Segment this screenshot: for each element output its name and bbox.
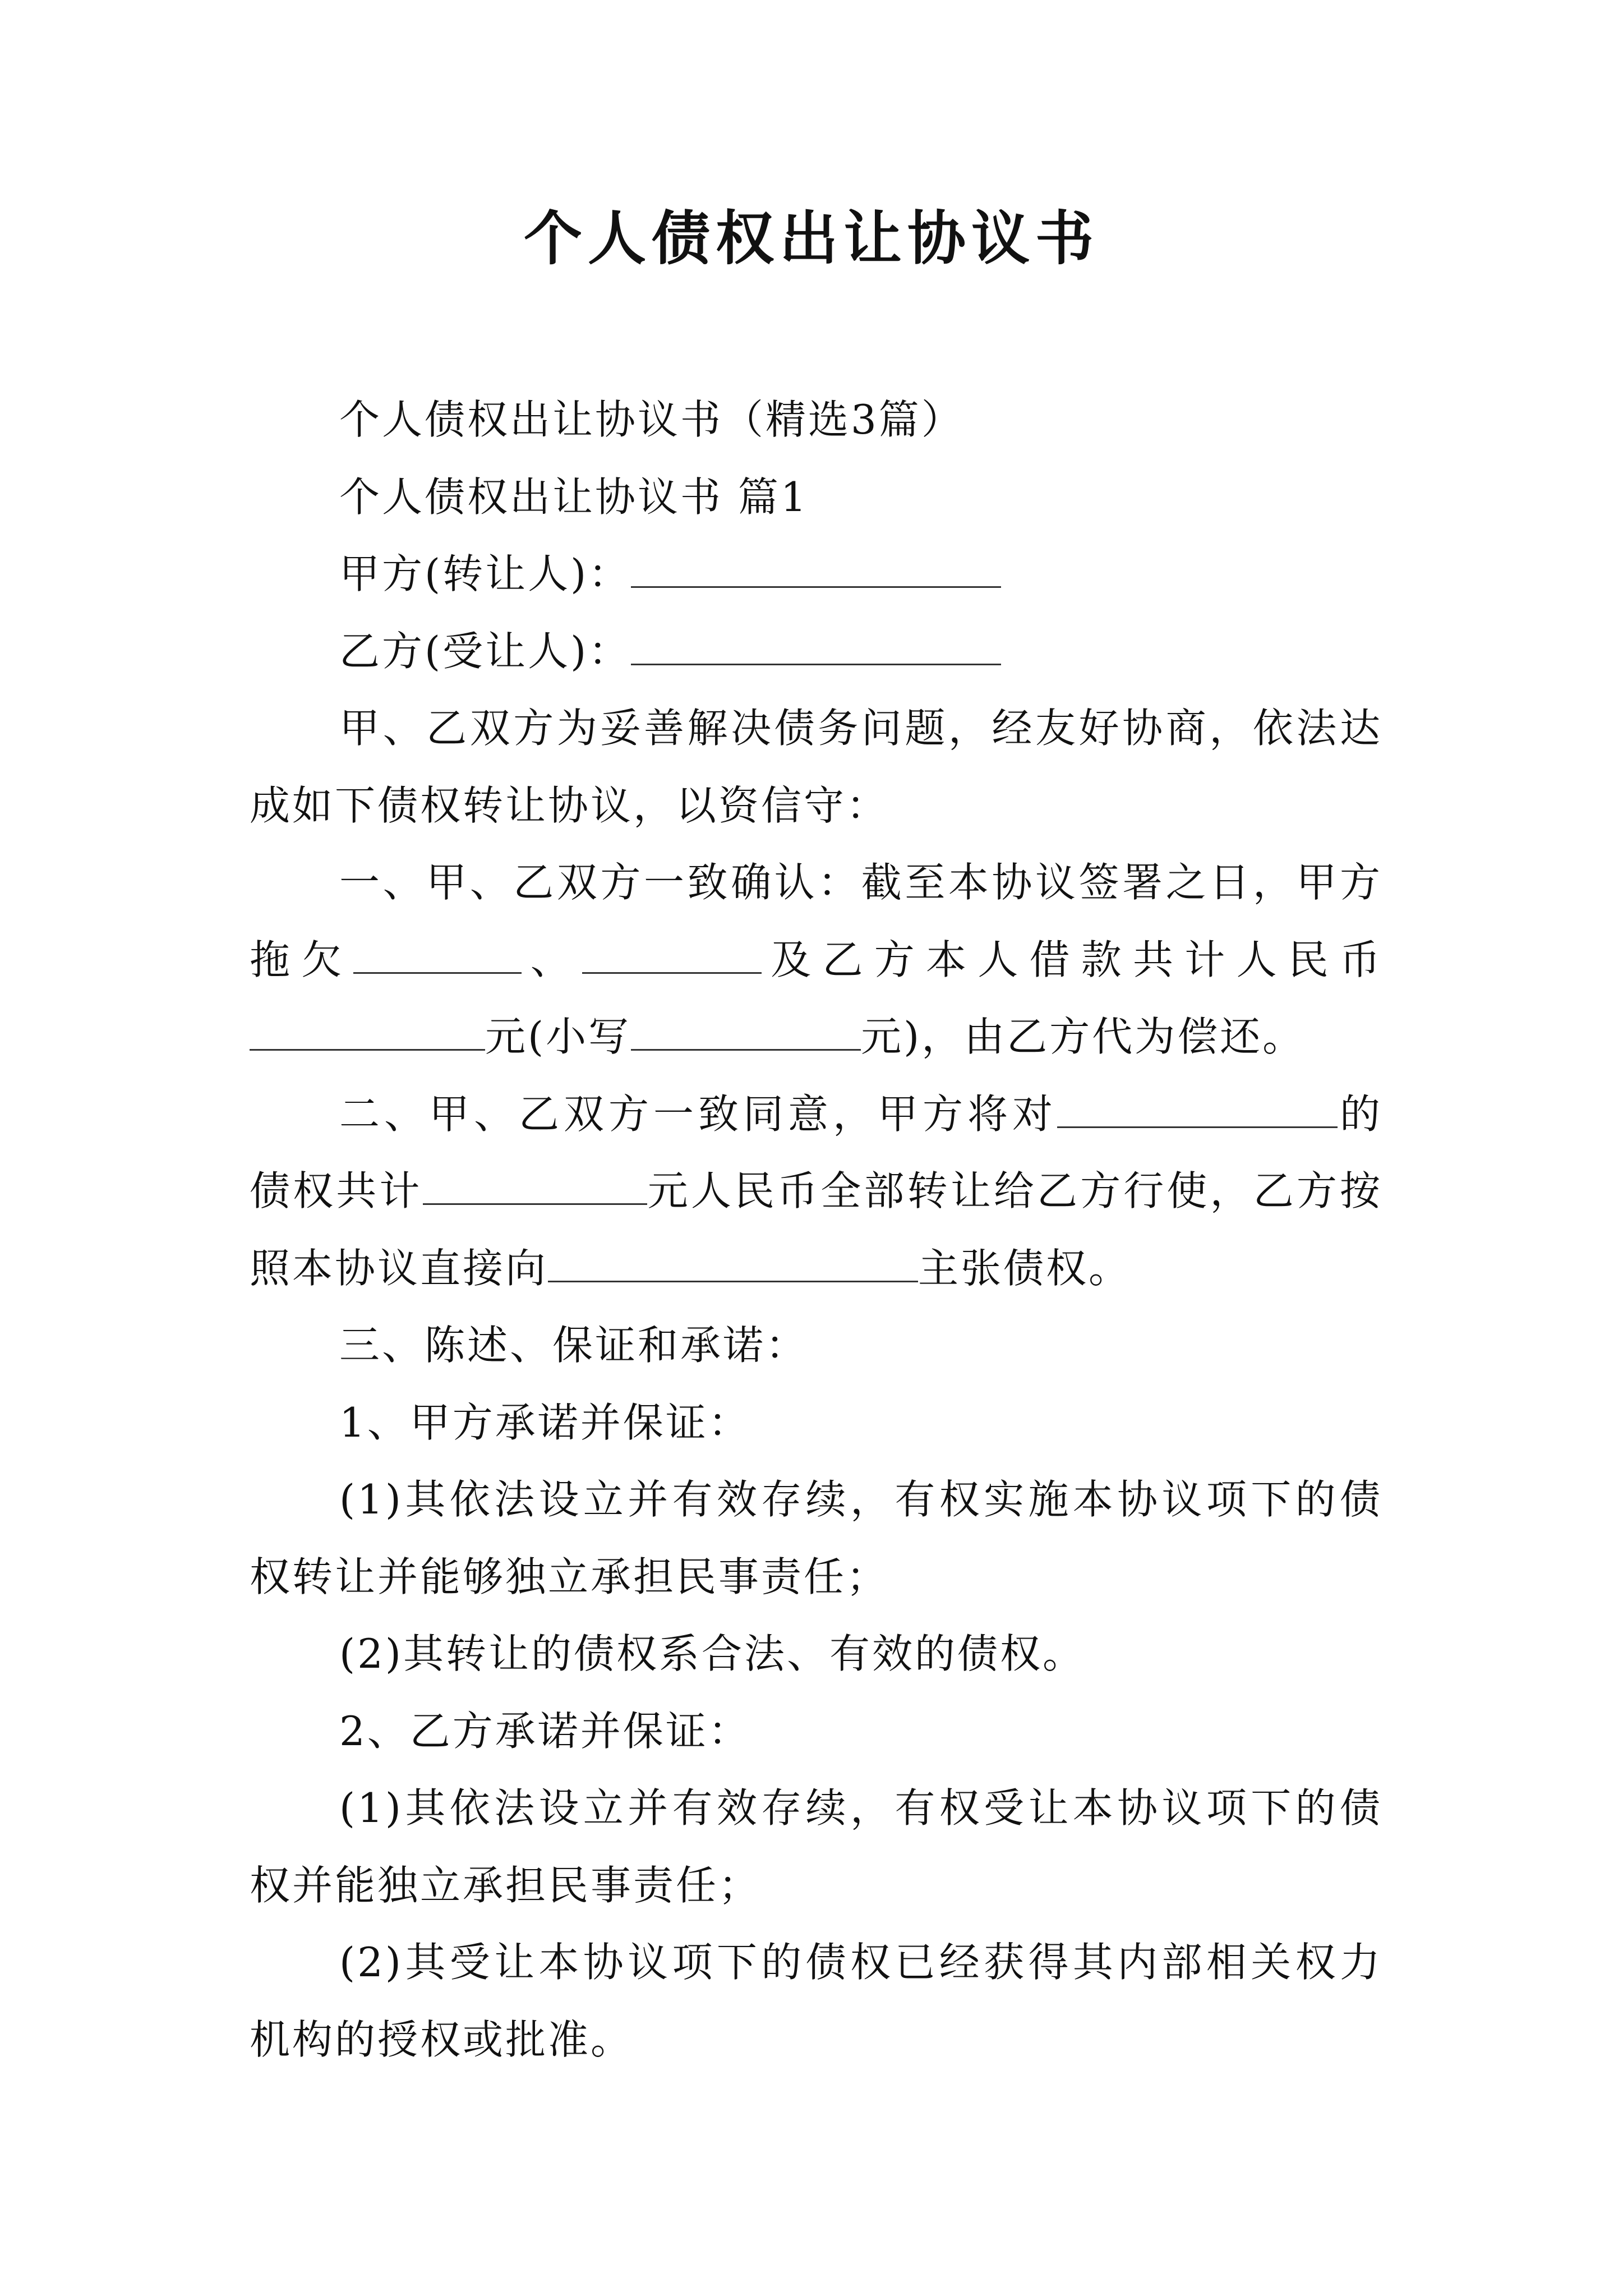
party-a-warranty-item-1: (1)其依法设立并有效存续，有权实施本协议项下的债权转让并能够独立承担民事责任； bbox=[250, 1476, 1382, 1600]
party-b-blank bbox=[631, 625, 1001, 665]
clause-1-text-2: 及乙方本人借款共计人民币 bbox=[762, 936, 1382, 983]
clause-1-blank-2 bbox=[582, 933, 762, 973]
document-subtitle: 个人债权出让协议书（精选3篇） bbox=[339, 396, 964, 443]
party-b-line bbox=[250, 613, 1382, 691]
clause-1-text-3: 元(小写 bbox=[485, 1013, 631, 1060]
party-b-warranty-item-1: (1)其依法设立并有效存续，有权受让本协议项下的债权并能独立承担民事责任； bbox=[250, 1784, 1382, 1909]
clause-1-text-4: 元)，由乙方代为偿还。 bbox=[861, 1013, 1306, 1060]
clause-2-text-2: 的债权共计 bbox=[250, 1090, 1382, 1214]
clause-2-target-blank bbox=[548, 1242, 918, 1282]
clause-2-paragraph bbox=[250, 1076, 1382, 1308]
clause-3-heading: 三、陈述、保证和承诺： bbox=[339, 1322, 809, 1369]
party-a-blank bbox=[631, 548, 1001, 588]
clause-1-amount-blank bbox=[250, 1011, 485, 1051]
party-a-warranty-heading: 1、甲方承诺并保证： bbox=[339, 1398, 751, 1446]
section-heading: 个人债权出让协议书 篇1 bbox=[339, 473, 809, 521]
document-title: 个人债权出让协议书 bbox=[523, 204, 1099, 273]
clause-2-text-4: 主张债权。 bbox=[918, 1244, 1132, 1292]
clause-2-debtor-blank bbox=[1057, 1088, 1338, 1128]
clause-1-blank-1 bbox=[353, 933, 522, 973]
party-a-warranty-item-2: (2)其转让的债权系合法、有效的债权。 bbox=[339, 1630, 1085, 1677]
clause-2-amount-blank bbox=[423, 1165, 647, 1205]
party-a-label: 甲方(转让人)： bbox=[339, 550, 631, 597]
party-b-warranty-heading: 2、乙方承诺并保证： bbox=[339, 1707, 751, 1755]
intro-paragraph: 甲、乙双方为妥善解决债务问题，经友好协商，依法达成如下债权转让协议，以资信守： bbox=[250, 705, 1382, 829]
clause-2-text-3: 元人民币全部转让给乙方行使，乙方按照本协议直接向 bbox=[250, 1167, 1382, 1292]
party-a-line bbox=[250, 536, 1382, 613]
clause-1-amount-lower-blank bbox=[631, 1011, 861, 1051]
clause-1-text-1: 一、甲、乙双方一致确认：截至本协议签署之日，甲方拖欠 bbox=[250, 859, 1382, 983]
party-b-label: 乙方(受让人)： bbox=[339, 627, 631, 675]
clause-1-paragraph bbox=[250, 844, 1382, 1076]
clause-2-text-1: 二、甲、乙双方一致同意，甲方将对 bbox=[339, 1090, 1057, 1138]
document-body bbox=[250, 381, 1382, 2078]
party-b-warranty-item-2: (2)其受让本协议项下的债权已经获得其内部相关权力机构的授权或批准。 bbox=[250, 1939, 1382, 2063]
clause-1-separator: 、 bbox=[521, 936, 582, 983]
